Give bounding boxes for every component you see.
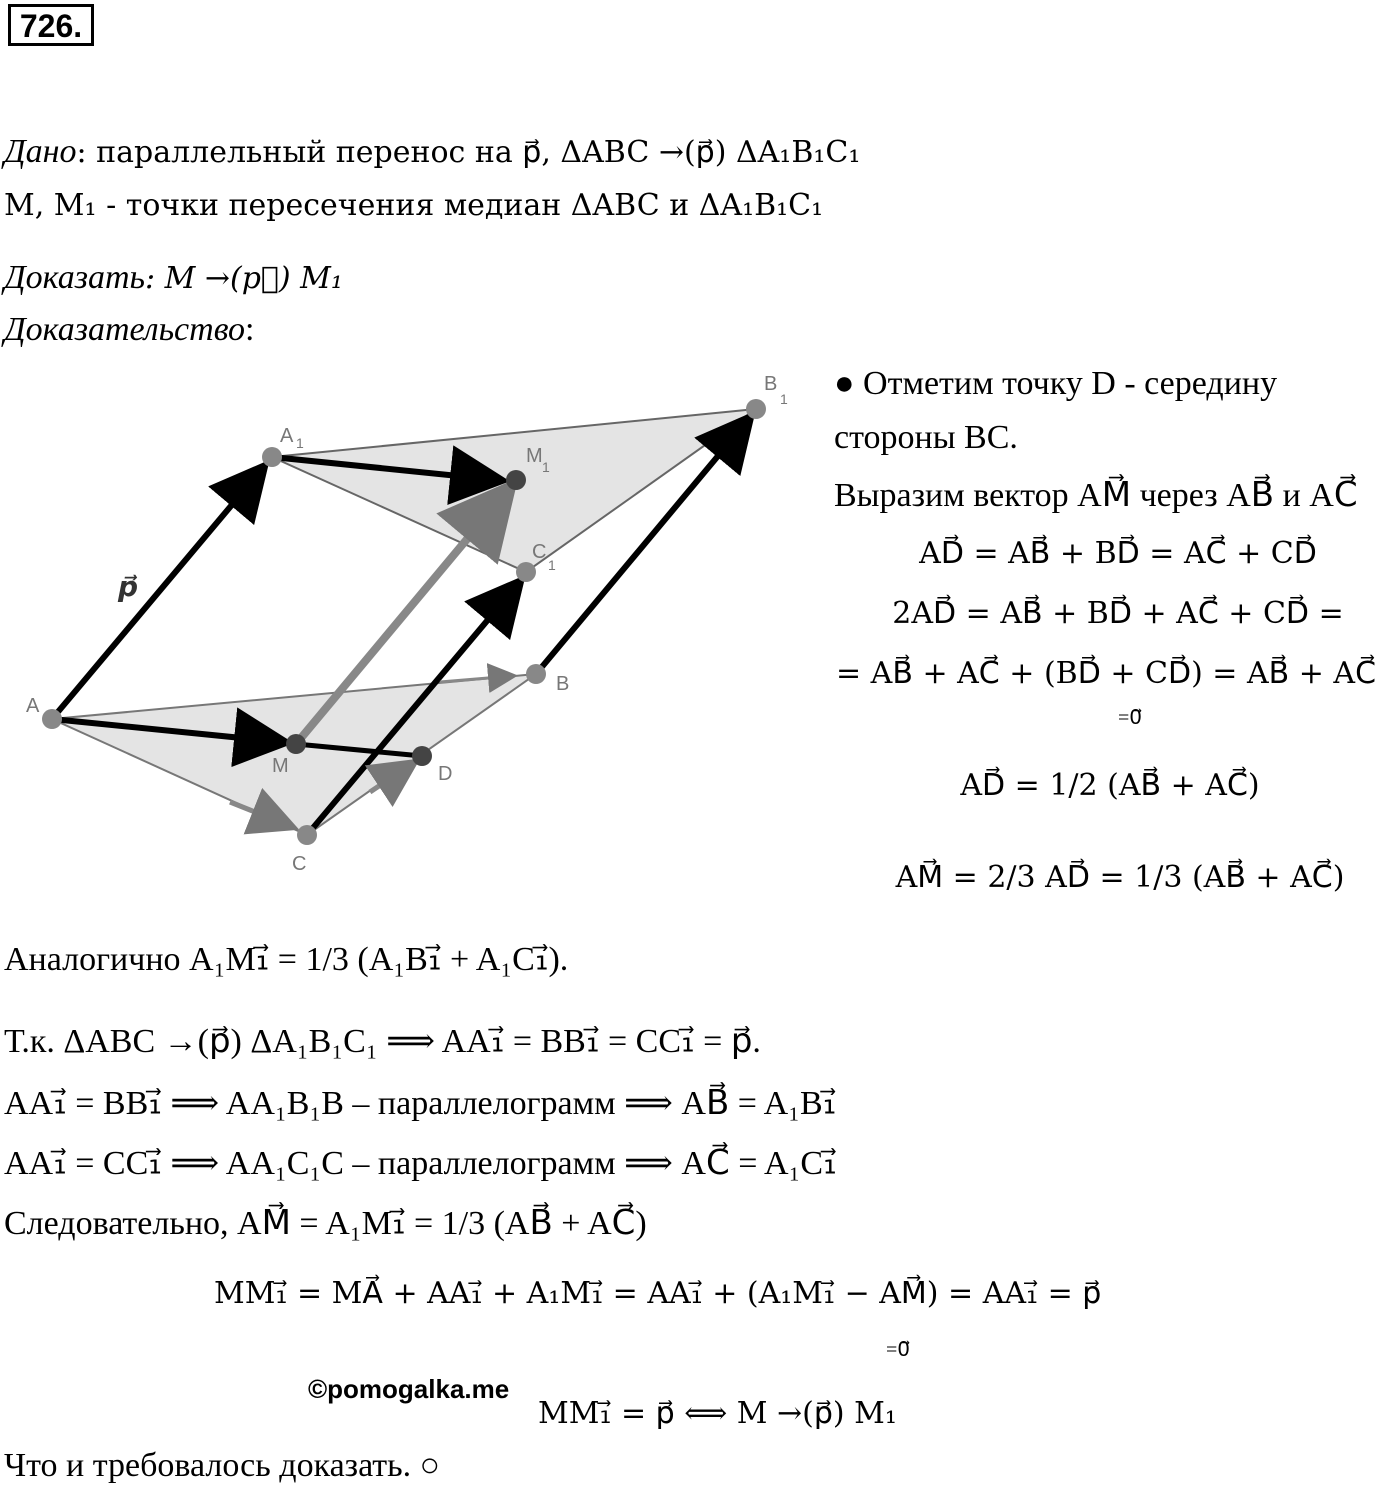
body-line-6-underbrace: =0⃗ — [886, 1339, 911, 1361]
point-b1 — [746, 399, 766, 419]
right-line-4: AD⃗ = AB⃗ + BD⃗ = AC⃗ + CD⃗ — [919, 536, 1317, 571]
point-m1 — [506, 470, 526, 490]
body-line-1: Аналогично A₁M₁⃗ = 1/3 (A₁B₁⃗ + A₁C₁⃗). — [4, 941, 569, 978]
right-line-6: = AB⃗ + AC⃗ + (BD⃗ + CD⃗) = AB⃗ + AC⃗ — [836, 656, 1377, 691]
point-d — [412, 746, 432, 766]
label-d: D — [438, 763, 453, 785]
vector-aa1 — [52, 469, 262, 719]
proof-label: Доказательство — [4, 311, 246, 348]
label-a: A — [26, 695, 40, 717]
point-m — [286, 734, 306, 754]
prove-label: Доказать — [4, 259, 145, 296]
right-line-3: Выразим вектор AM⃗ через AB⃗ и AC⃗ — [834, 477, 1358, 514]
given-line-1 — [4, 132, 860, 173]
triangle-a1b1c1 — [272, 409, 756, 572]
point-a — [42, 709, 62, 729]
right-line-8: AM⃗ = 2/3 AD⃗ = 1/3 (AB⃗ + AC⃗) — [895, 860, 1345, 895]
point-a1 — [262, 447, 282, 467]
point-c — [297, 825, 317, 845]
label-m: M — [272, 755, 289, 777]
triangle-abc — [52, 674, 536, 835]
proof-colon: : — [245, 311, 255, 348]
right-line-7: AD⃗ = 1/2 (AB⃗ + AC⃗) — [960, 768, 1260, 803]
label-b: B — [556, 673, 570, 695]
right-line-5: 2AD⃗ = AB⃗ + BD⃗ + AC⃗ + CD⃗ = — [892, 596, 1344, 631]
body-line-4: AA₁⃗ = CC₁⃗ ⟹ AA₁C₁C – параллелограмм ⟹ AC⃗ = A₁C₁⃗ — [4, 1145, 837, 1182]
body-line-7: MM₁⃗ = p⃗ ⟺ M →(p⃗) M₁ — [538, 1396, 897, 1431]
label-c: C — [292, 853, 307, 875]
watermark: ©pomogalka.me — [308, 1374, 510, 1404]
label-m1-sub: 1 — [542, 459, 550, 475]
prove-text: : M →(p⃗) M₁ — [144, 261, 343, 296]
label-a1-sub: 1 — [296, 435, 304, 451]
label-b1: B — [764, 373, 778, 395]
given-text: : параллельный перенос на p⃗, ΔABC →(p⃗) ΔA₁B₁C₁ — [76, 135, 861, 170]
given-label: Дано — [4, 133, 77, 170]
label-c1: C — [532, 541, 547, 563]
point-b — [526, 664, 546, 684]
body-line-3: AA₁⃗ = BB₁⃗ ⟹ AA₁B₁B – параллелограмм ⟹ AB⃗ = A₁B₁⃗ — [4, 1085, 837, 1122]
given-line-2: M, M₁ - точки пересечения медиан ΔABC и ΔA₁B₁C₁ — [4, 188, 824, 223]
label-b1-sub: 1 — [780, 391, 788, 407]
label-m1: M — [526, 445, 543, 467]
label-c1-sub: 1 — [548, 557, 556, 573]
point-c1 — [516, 562, 536, 582]
geometry-figure — [0, 360, 830, 890]
proof-heading — [4, 310, 254, 350]
label-a1: A — [280, 425, 294, 447]
body-line-8: Что и требовалось доказать. ○ — [4, 1447, 441, 1484]
body-line-6: MM₁⃗ = MA⃗ + AA₁⃗ + A₁M₁⃗ = AA₁⃗ + (A₁M₁⃗ − AM⃗) = AA₁⃗ = p⃗ — [214, 1276, 1102, 1311]
problem-number: 726. — [8, 4, 94, 46]
right-line-6-underbrace: =0⃗ — [1118, 707, 1143, 729]
right-line-1: ● Отметим точку D - середину — [834, 365, 1278, 402]
prove-line — [4, 258, 343, 299]
body-line-5: Следовательно, AM⃗ = A₁M₁⃗ = 1/3 (AB⃗ + AC⃗) — [4, 1205, 647, 1242]
label-p: p⃗ — [118, 571, 139, 602]
right-line-2: стороны BC. — [834, 419, 1018, 456]
body-line-2: Т.к. ΔABC →(p⃗) ΔA₁B₁C₁ ⟹ AA₁⃗ = BB₁⃗ = CC₁⃗ = p⃗. — [4, 1023, 761, 1060]
